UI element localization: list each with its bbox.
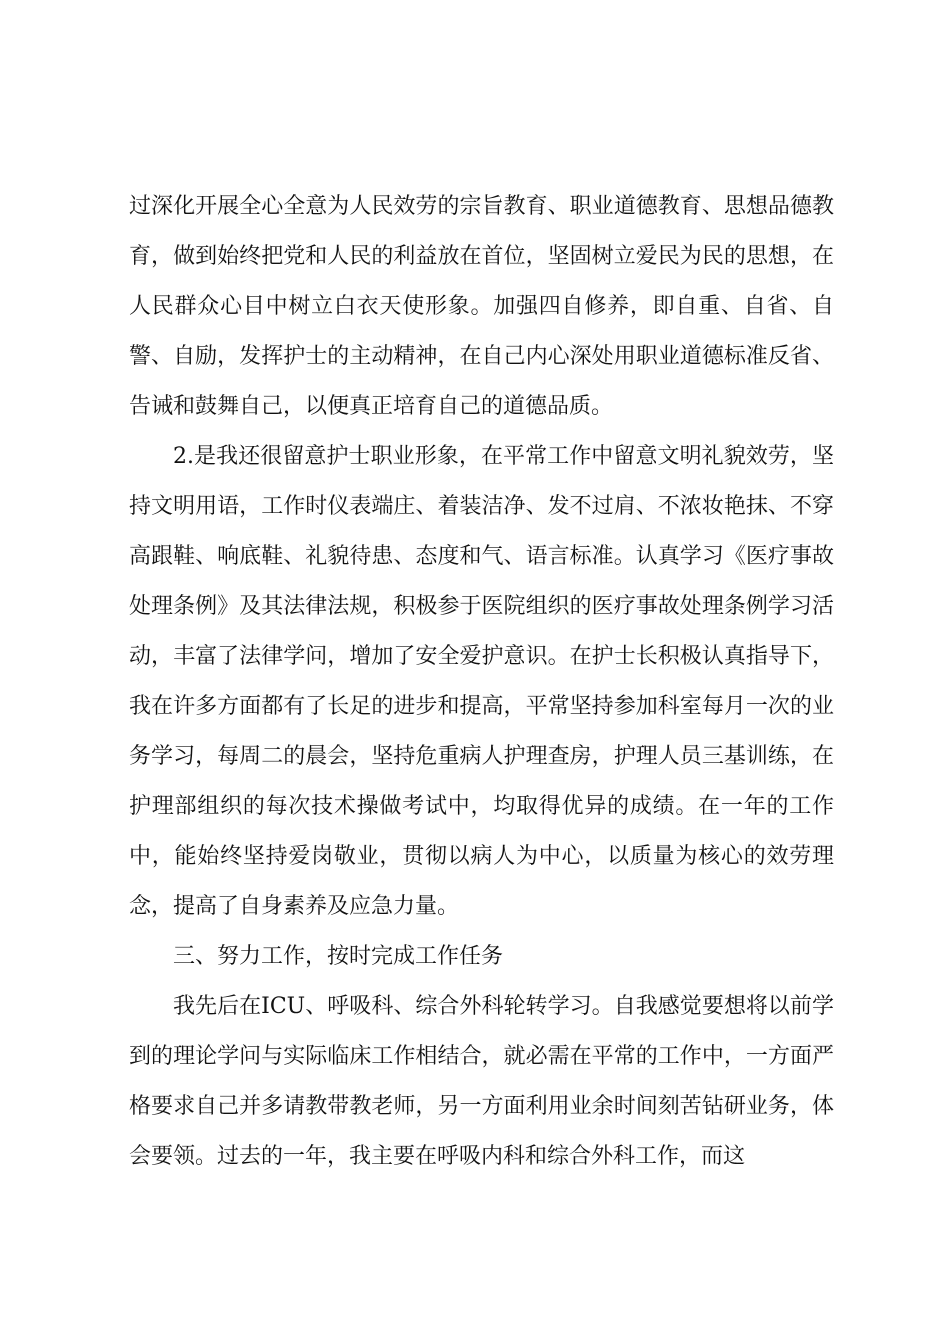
document-body: [129, 182, 834, 1182]
paragraph-continuation: 过深化开展全心全意为人民效劳的宗旨教育、职业道德教育、思想品德教育，做到始终把党和人民的利益放在首位，坚固树立爱民为民的思想，在人民群众心目中树立白衣天使形象。加强四自修养，即自重、自省、自警、自励，发挥护士的主动精神，在自己内心深处用职业道德标准反省、告诫和鼓舞自己，以便真正培育自己的道德品质。: [129, 194, 834, 419]
paragraph-professional-image: 2.是我还很留意护士职业形象，在平常工作中留意文明礼貌效劳，坚持文明用语，工作时仪表端庄、着装洁净、发不过肩、不浓妆艳抹、不穿高跟鞋、响底鞋、礼貌待患、态度和气、语言标准。认真学习《医疗事故处理条例》及其法律法规，积极参于医院组织的医疗事故处理条例学习活动，丰富了法律学问，增加了安全爱护意识。在护士长积极认真指导下，我在许多方面都有了长足的进步和提高，平常坚持参加科室每月一次的业务学习，每周二的晨会，坚持危重病人护理查房，护理人员三基训练，在护理部组织的每次技术操做考试中，均取得优异的成绩。在一年的工作中，能始终坚持爱岗敬业，贯彻以病人为中心，以质量为核心的效劳理念，提高了自身素养及应急力量。: [129, 444, 834, 919]
paragraph-rotation-study: 我先后在ICU、呼吸科、综合外科轮转学习。自我感觉要想将以前学到的理论学问与实际临床工作相结合，就必需在平常的工作中，一方面严格要求自己并多请教带教老师，另一方面利用业余时间刻苦钻研业务，体会要领。过去的一年，我主要在呼吸内科和综合外科工作，而这: [129, 994, 834, 1169]
section-heading: 三、努力工作，按时完成工作任务: [173, 944, 504, 969]
